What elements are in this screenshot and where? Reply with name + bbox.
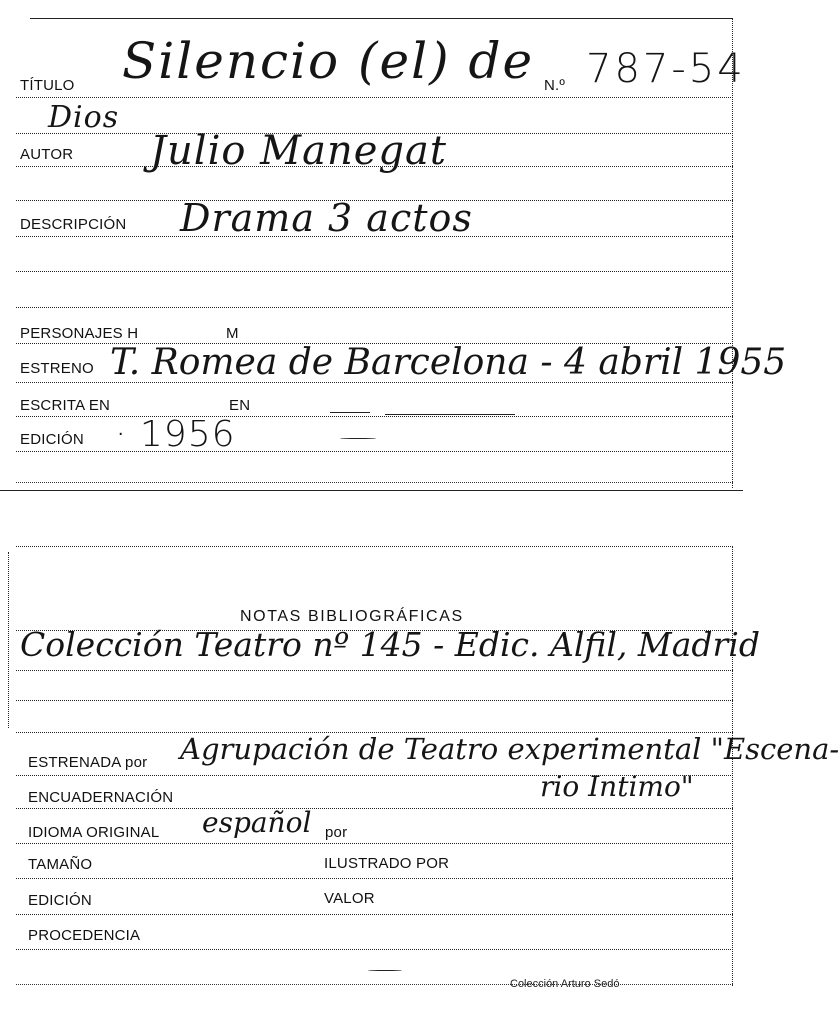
titulo-label: TÍTULO — [20, 77, 75, 94]
escrita-dash-2 — [385, 414, 515, 415]
estrenada-value: Agrupación de Teatro experimental "Escena- — [180, 732, 839, 766]
titulo-line — [16, 97, 733, 98]
idioma-line — [16, 843, 733, 844]
numero-value: 787-54 — [586, 46, 746, 92]
estreno-label: ESTRENO — [20, 360, 94, 377]
personajes-m-label: M — [226, 325, 239, 342]
numero-label: N.º — [544, 77, 566, 94]
blank-line-2 — [16, 271, 733, 272]
edicion-label: EDICIÓN — [20, 431, 84, 448]
ilustrado-label: ILUSTRADO POR — [324, 855, 450, 872]
notas-value: Colección Teatro nº 145 - Edic. Alfil, Madrid — [20, 625, 760, 664]
card-bottom-edge — [0, 490, 743, 491]
valor-label: VALOR — [324, 890, 375, 907]
escrita-dash — [330, 412, 370, 413]
edicion-mark — [340, 438, 376, 439]
procedencia-line — [16, 949, 733, 950]
back-left-edge — [8, 552, 9, 728]
personajes-label: PERSONAJES H — [20, 325, 139, 342]
escrita-en-label: EN — [229, 397, 251, 414]
back-right-edge — [732, 546, 733, 986]
procedencia-mark — [368, 970, 402, 971]
encuadernacion-label: ENCUADERNACIÓN — [28, 789, 174, 806]
estrenada-value-2: rio Intimo" — [540, 770, 694, 803]
tamano-line — [16, 878, 733, 879]
encuadernacion-line — [16, 808, 733, 809]
titulo-value: Silencio (el) de — [122, 32, 535, 90]
notas-line-2 — [16, 670, 733, 671]
notas-title: NOTAS BIBLIOGRÁFICAS — [240, 608, 464, 625]
descripcion-label: DESCRIPCIÓN — [20, 216, 127, 233]
autor-value: Julio Manegat — [150, 128, 447, 174]
front-card — [0, 0, 787, 495]
notas-line-3 — [16, 700, 733, 701]
estrenada-label: ESTRENADA por — [28, 754, 148, 771]
idioma-label: IDIOMA ORIGINAL — [28, 824, 160, 841]
back-bottom-line — [16, 984, 733, 985]
bottom-line — [16, 482, 733, 483]
collection-footer: Colección Arturo Sedó — [510, 978, 620, 990]
procedencia-label: PROCEDENCIA — [28, 927, 141, 944]
edicion-back-label: EDICIÓN — [28, 892, 92, 909]
titulo-value-2: Dios — [48, 100, 120, 135]
estreno-value: T. Romea de Barcelona - 4 abril 1955 — [110, 342, 787, 383]
card-top-edge — [30, 18, 733, 19]
por-label: por — [325, 824, 348, 841]
escrita-label: ESCRITA EN — [20, 397, 111, 414]
edicion-value: · 1956 — [115, 414, 236, 455]
back-top-line — [16, 546, 733, 547]
edicion-back-line — [16, 914, 733, 915]
idioma-value: español — [202, 806, 312, 839]
autor-label: AUTOR — [20, 146, 74, 163]
tamano-label: TAMAÑO — [28, 856, 93, 873]
descripcion-value: Drama 3 actos — [180, 196, 473, 240]
blank-line-3 — [16, 307, 733, 308]
